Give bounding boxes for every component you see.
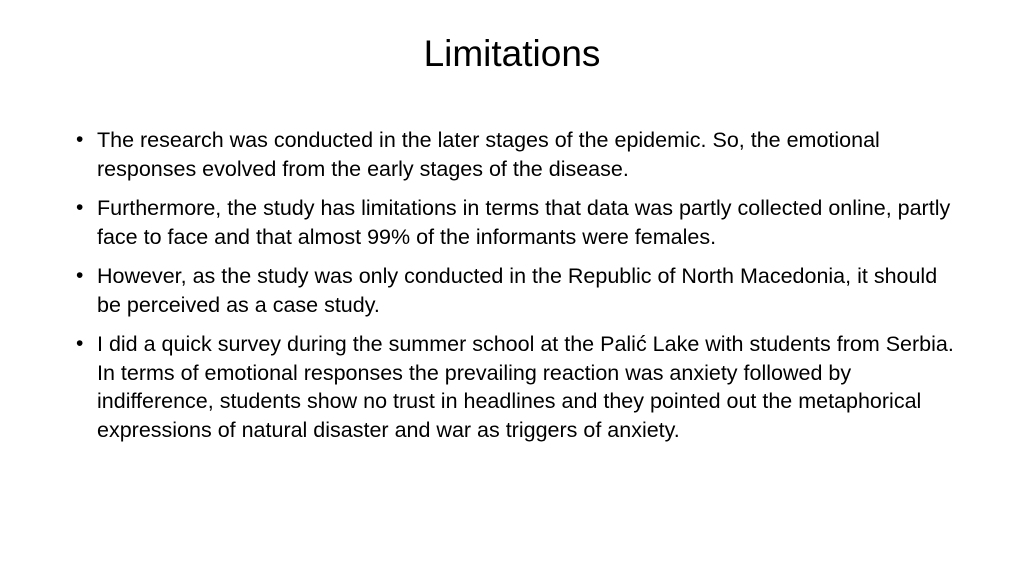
bullet-icon: • — [76, 264, 84, 287]
bullet-list — [76, 126, 956, 455]
bullet-text: I did a quick survey during the summer school at the Palić Lake with students from Serbia. In terms of emotional responses the prevailing reaction was anxiety followed by indifference, students show no trust in headlines and they pointed out the metaphorical expressions of natural disaster and war as triggers of anxiety. — [97, 332, 954, 442]
bullet-item-3 — [76, 262, 956, 319]
bullet-text: Furthermore, the study has limitations in terms that data was partly collected online, partly face to face and that almost 99% of the informants were females. — [97, 196, 951, 249]
bullet-text: The research was conducted in the later stages of the epidemic. So, the emotional responses evolved from the early stages of the disease. — [97, 128, 880, 181]
bullet-item-4 — [76, 330, 956, 444]
bullet-icon: • — [76, 128, 84, 151]
bullet-item-2 — [76, 194, 956, 251]
bullet-icon: • — [76, 196, 84, 219]
bullet-icon: • — [76, 332, 84, 355]
bullet-text: However, as the study was only conducted in the Republic of North Macedonia, it should be perceived as a case study. — [97, 264, 938, 317]
bullet-item-1 — [76, 126, 956, 183]
slide-title: Limitations — [423, 33, 601, 74]
